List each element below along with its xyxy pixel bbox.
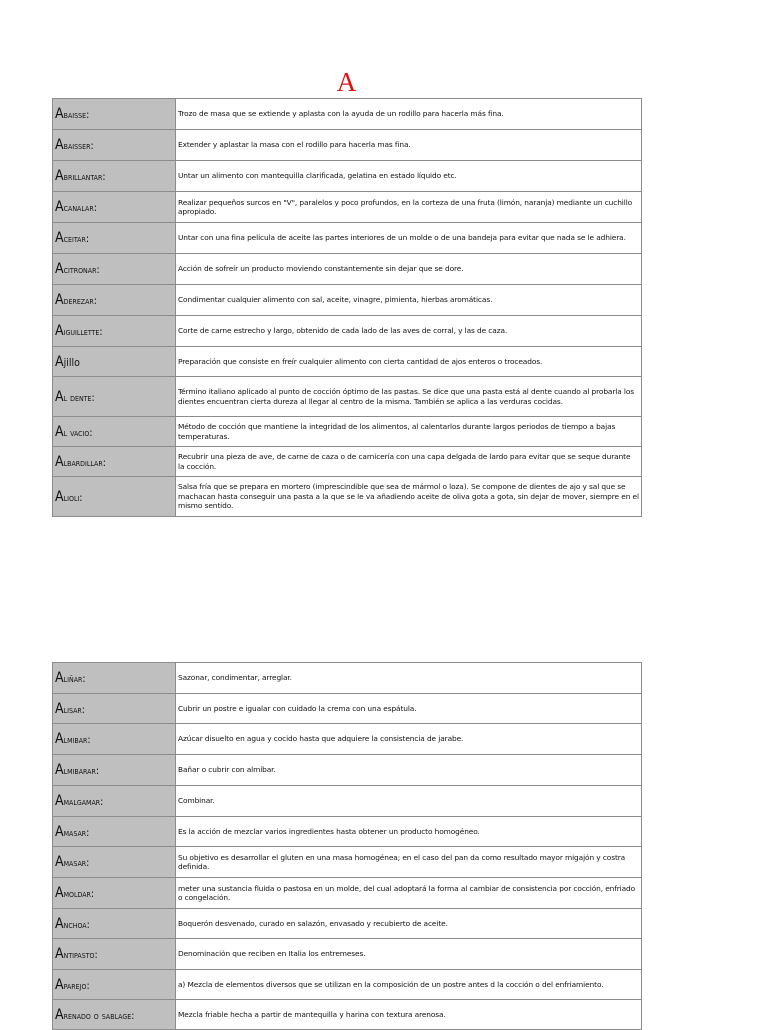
definition-cell: Salsa fría que se prepara en mortero (imprescindible que sea de mármol o loza). Se compone de dientes de ajo y sal que se machacan hasta conseguir una pasta a la que se le va añadiendo aceite de oliva gota a gota, sin dejar de mover, siempre en el mismo sentido. — [176, 477, 642, 517]
table-row — [53, 970, 642, 1000]
table-row — [53, 447, 642, 477]
table-row — [53, 161, 642, 192]
definition-cell: Combinar. — [176, 786, 642, 817]
table-row — [53, 817, 642, 847]
definition-cell: Denominación que reciben en Italia los entremeses. — [176, 939, 642, 970]
term-cell: Arenado o sablage: — [53, 1000, 176, 1030]
table-row — [53, 377, 642, 417]
definition-cell: Método de cocción que mantiene la integridad de los alimentos, al calentarlos durante largos periodos de tiempo a bajas temperaturas. — [176, 417, 642, 447]
glossary-table-2 — [52, 662, 642, 1030]
table-row — [53, 417, 642, 447]
table-row — [53, 316, 642, 347]
table-row — [53, 223, 642, 254]
definition-cell: Azúcar disuelto en agua y cocido hasta que adquiere la consistencia de jarabe. — [176, 724, 642, 755]
term-cell: Aceitar: — [53, 223, 176, 254]
table-row — [53, 909, 642, 939]
term-cell: Acitronar: — [53, 254, 176, 285]
table-row — [53, 663, 642, 694]
definition-cell: Es la acción de mezclar varios ingredientes hasta obtener un producto homogéneo. — [176, 817, 642, 847]
glossary-table-1-body — [53, 99, 642, 517]
term-cell: Abrillantar: — [53, 161, 176, 192]
definition-cell: Condimentar cualquier alimento con sal, aceite, vinagre, pimienta, hierbas aromáticas. — [176, 285, 642, 316]
term-cell: Aliñar: — [53, 663, 176, 694]
term-cell: Amalgamar: — [53, 786, 176, 817]
term-cell: Aparejo: — [53, 970, 176, 1000]
table-row — [53, 939, 642, 970]
definition-cell: Recubrir una pieza de ave, de carne de caza o de carnicería con una capa delgada de lardo para evitar que se seque durante la cocción. — [176, 447, 642, 477]
definition-cell: Mezcla friable hecha a partir de mantequilla y harina con textura arenosa. — [176, 1000, 642, 1030]
definition-cell: Boquerón desvenado, curado en salazón, envasado y recubierto de aceite. — [176, 909, 642, 939]
term-cell: Amasar: — [53, 817, 176, 847]
table-row — [53, 1000, 642, 1030]
table-row — [53, 786, 642, 817]
term-cell: Almibarar: — [53, 755, 176, 786]
table-row — [53, 724, 642, 755]
table-row — [53, 847, 642, 878]
table-row — [53, 254, 642, 285]
definition-cell: Bañar o cubrir con almíbar. — [176, 755, 642, 786]
definition-cell: Realizar pequeños surcos en "V", paralelos y poco profundos, en la corteza de una fruta (limón, naranja) mediante un cuchillo apropiado. — [176, 192, 642, 223]
table-row — [53, 347, 642, 377]
term-cell: Almibar: — [53, 724, 176, 755]
term-cell: Aderezar: — [53, 285, 176, 316]
table-row — [53, 285, 642, 316]
term-cell: Al vacio: — [53, 417, 176, 447]
table-row — [53, 755, 642, 786]
term-cell: Anchoa: — [53, 909, 176, 939]
term-cell: Antipasto: — [53, 939, 176, 970]
definition-cell: Preparación que consiste en freír cualquier alimento con cierta cantidad de ajos enteros o troceados. — [176, 347, 642, 377]
table-row — [53, 477, 642, 517]
glossary-table-2-body — [53, 663, 642, 1030]
definition-cell: Untar con una fina película de aceite las partes interiores de un molde o de una bandeja para evitar que nada se le adhiera. — [176, 223, 642, 254]
definition-cell: Extender y aplastar la masa con el rodillo para hacerla mas fina. — [176, 130, 642, 161]
definition-cell: Corte de carne estrecho y largo, obtenido de cada lado de las aves de corral, y las de caza. — [176, 316, 642, 347]
definition-cell: meter una sustancia fluida o pastosa en un molde, del cual adoptará la forma al cambiar de consistencia por cocción, enfriado o congelación. — [176, 878, 642, 909]
term-cell: Al dente: — [53, 377, 176, 417]
glossary-table-1 — [52, 98, 642, 517]
term-cell: Amasar: — [53, 847, 176, 878]
term-cell: Alioli: — [53, 477, 176, 517]
definition-cell: Acción de sofreír un producto moviendo constantemente sin dejar que se dore. — [176, 254, 642, 285]
definition-cell: Untar un alimento con mantequilla clarificada, gelatina en estado líquido etc. — [176, 161, 642, 192]
definition-cell: Cubrir un postre e igualar con cuidado la crema con una espátula. — [176, 694, 642, 724]
term-cell: Ajillo — [53, 347, 176, 377]
table-row — [53, 694, 642, 724]
definition-cell: Su objetivo es desarrollar el gluten en una masa homogénea; en el caso del pan da como resultado mayor migajón y costra definida. — [176, 847, 642, 878]
term-cell: Acanalar: — [53, 192, 176, 223]
term-cell: Aiguillette: — [53, 316, 176, 347]
letter-heading: A — [336, 67, 357, 97]
term-cell: Amoldar: — [53, 878, 176, 909]
term-cell: Alisar: — [53, 694, 176, 724]
table-row — [53, 192, 642, 223]
definition-cell: Trozo de masa que se extiende y aplasta con la ayuda de un rodillo para hacerla más fina. — [176, 99, 642, 130]
term-cell: Abaisser: — [53, 130, 176, 161]
term-cell: Abaisse: — [53, 99, 176, 130]
definition-cell: a) Mezcla de elementos diversos que se utilizan en la composición de un postre antes d la cocción o del enfriamiento. — [176, 970, 642, 1000]
definition-cell: Sazonar, condimentar, arreglar. — [176, 663, 642, 694]
table-row — [53, 99, 642, 130]
table-row — [53, 130, 642, 161]
term-cell: Albardillar: — [53, 447, 176, 477]
table-row — [53, 878, 642, 909]
definition-cell: Término italiano aplicado al punto de cocción óptimo de las pastas. Se dice que una pasta está al dente cuando al probarla los dientes encuentran cierta dureza al llegar al centro de la misma. También se aplica a las verduras cocidas. — [176, 377, 642, 417]
